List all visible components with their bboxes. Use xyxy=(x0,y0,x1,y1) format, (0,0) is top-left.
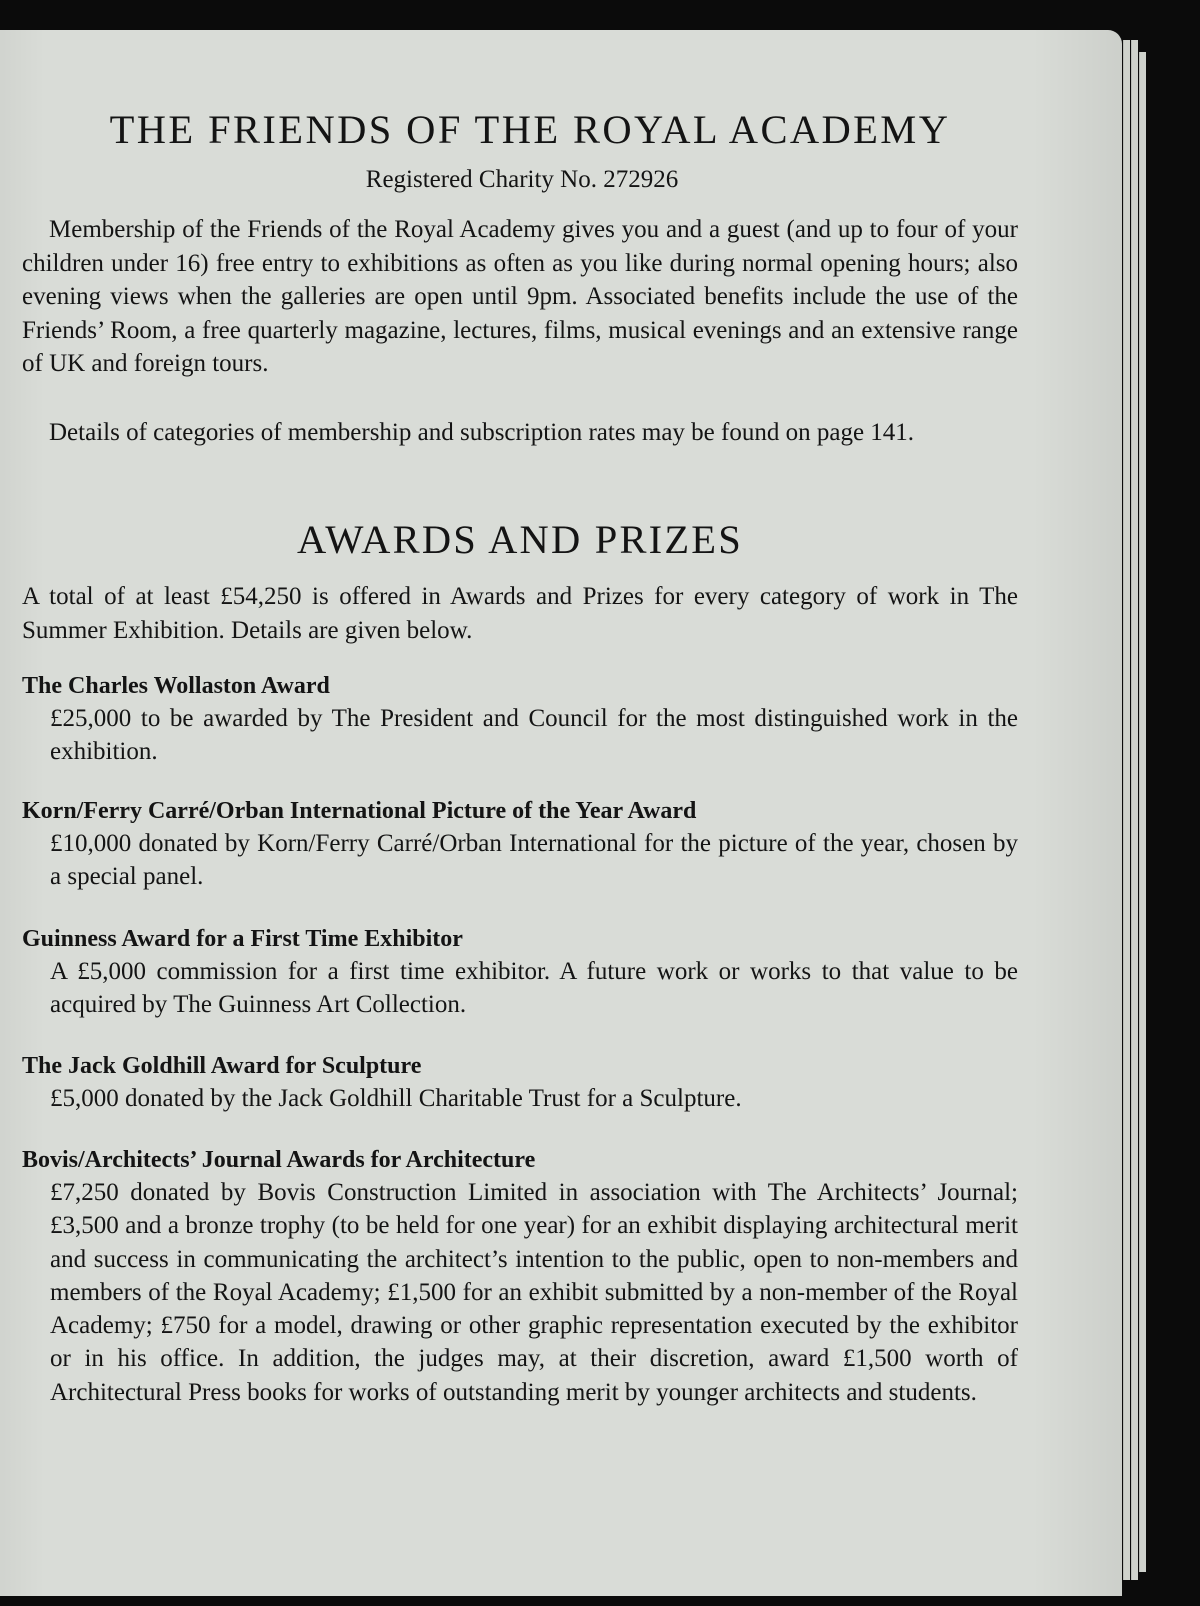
page-edge xyxy=(1123,40,1130,1580)
award-entry xyxy=(22,1050,1018,1115)
award-name: Korn/Ferry Carré/Orban International Picture of the Year Award xyxy=(22,798,697,824)
friends-paragraph-membership-text: Membership of the Friends of the Royal Academy gives you and a guest (and up to four of your children under 16) free entry to exhibitions as often as you like during normal opening hours; also evening views when the galleries are open until 9pm. Associated benefits include the use of the Friends’ Room, a free quarterly magazine, lectures, films, musical evenings and an extensive range of UK and foreign tours. xyxy=(22,216,1018,377)
awards-intro: A total of at least £54,250 is offered in Awards and Prizes for every category of work in The Summer Exhibition. Details are given below. xyxy=(22,583,1018,644)
awards-heading: AWARDS AND PRIZES xyxy=(297,517,743,562)
award-description: £25,000 to be awarded by The President and Council for the most distinguished work in the exhibition. xyxy=(50,705,1018,766)
award-entry xyxy=(22,1144,1018,1409)
award-description: £5,000 donated by the Jack Goldhill Charitable Trust for a Sculpture. xyxy=(50,1085,742,1112)
document-page xyxy=(0,30,1122,1596)
award-name: Guinness Award for a First Time Exhibitor xyxy=(22,926,463,952)
page-edge xyxy=(1139,52,1146,1572)
page-edge xyxy=(1131,40,1138,1580)
award-description: £10,000 donated by Korn/Ferry Carré/Orban International for the picture of the year, chosen by a special panel. xyxy=(50,830,1018,891)
award-entry xyxy=(22,923,1018,1022)
award-entry xyxy=(22,670,1018,769)
award-description: £7,250 donated by Bovis Construction Limited in association with The Architects’ Journal; £3,500 and a bronze trophy (to be held for one year) for an exhibit displaying architectural merit and success in communicating the architect’s intention to the public, open to non-members and members of the Royal Academy; £1,500 for an exhibit submitted by a non-member of the Royal Academy; £750 for a model, drawing or other graphic representation executed by the exhibitor or in his office. In addition, the judges may, at their discretion, award £1,500 worth of Architectural Press books for works of outstanding merit by younger architects and students. xyxy=(50,1179,1018,1406)
award-description: A £5,000 commission for a first time exhibitor. A future work or works to that value to be acquired by The Guinness Art Collection. xyxy=(50,958,1018,1019)
page-title: THE FRIENDS OF THE ROYAL ACADEMY xyxy=(109,107,951,152)
award-entry xyxy=(22,795,1018,894)
friends-paragraph-membership xyxy=(22,213,1018,381)
award-name: The Jack Goldhill Award for Sculpture xyxy=(22,1053,422,1079)
friends-paragraph-details xyxy=(22,416,1018,450)
charity-number: Registered Charity No. 272926 xyxy=(365,166,679,193)
award-name: The Charles Wollaston Award xyxy=(22,673,330,699)
award-name: Bovis/Architects’ Journal Awards for Architecture xyxy=(22,1147,536,1173)
friends-paragraph-details-text: Details of categories of membership and subscription rates may be found on page 141. xyxy=(49,419,915,446)
